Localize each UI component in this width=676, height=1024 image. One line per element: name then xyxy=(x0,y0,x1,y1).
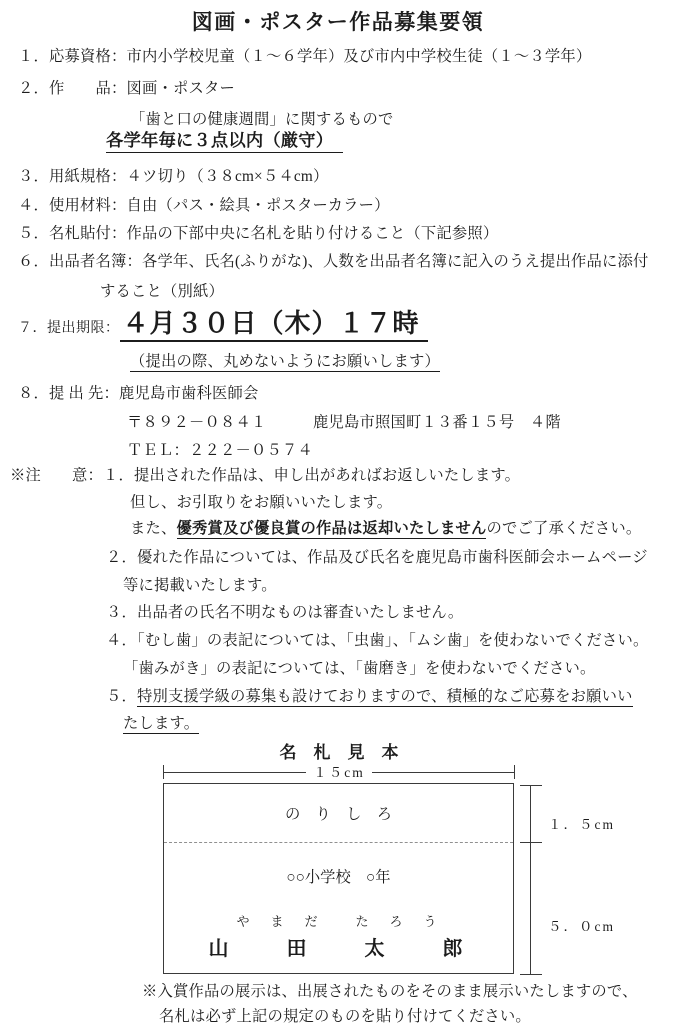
limit-emphasis-text: 各学年毎に３点以内（厳守） xyxy=(106,131,343,153)
note-4-cont: 「歯みがき」の表記については、「歯磨き」を使わないでください。 xyxy=(123,660,596,677)
item-8-line: ８．提 出 先：鹿児島市歯科医師会 xyxy=(18,385,259,402)
item-6-line: ６．出品者名簿：各学年、氏名(ふりがな)、人数を出品者名簿に記入のうえ提出作品に添付 xyxy=(18,253,649,270)
dimension-tick-right xyxy=(514,765,515,779)
item-7-caution-line xyxy=(130,352,440,371)
notes-header-line: ※注 意：１．提出された作品は、申し出があればお返しいたします。 xyxy=(10,467,521,484)
item-1-line: １．応募資格：市内小学校児童（１～６学年）及び市内中学校生徒（１～３学年） xyxy=(18,48,592,65)
doc-title: 図画・ポスター作品募集要領 xyxy=(191,10,485,34)
item-2-line: ２．作 品：図画・ポスター xyxy=(18,80,235,97)
school-grade-line: ○○小学校 ○年 xyxy=(286,869,391,886)
note-5-cont xyxy=(123,714,199,733)
glue-area-label: の り し ろ xyxy=(164,784,513,843)
note-5-underlined: 特別支援学級の募集も設けておりますので、積極的なご応募をお願いい xyxy=(137,688,633,705)
item-7-line xyxy=(18,303,428,340)
dimension-line-right xyxy=(372,772,514,773)
note-5-line xyxy=(106,687,633,706)
height-bottom-label: ５．０cm xyxy=(548,919,615,934)
note-1-cont-1: 但し、お引取りをお願いいたします。 xyxy=(130,494,393,511)
item-2-theme-line: 「歯と口の健康週間」に関するもので xyxy=(130,111,394,128)
name-tag-sample-box xyxy=(163,783,514,974)
note-1-emphasis: 優秀賞及び優良賞の作品は返却いたしません xyxy=(176,520,487,537)
footnote-line-1: ※入賞作品の展示は、出展されたものをそのまま展示いたしますので、 xyxy=(142,983,638,1000)
height-tick-top xyxy=(520,785,542,786)
item-4-line: ４．使用材料：自由（パス・絵具・ポスターカラー） xyxy=(18,197,390,214)
width-dimension xyxy=(163,765,515,779)
note-1-plain-pre: また、 xyxy=(130,520,177,537)
note-1-cont-2 xyxy=(130,519,641,538)
furigana-line: や ま だ た ろ う xyxy=(236,914,441,929)
item-5-line: ５．名札貼付：作品の下部中央に名札を貼り付けること（下記参照） xyxy=(18,225,499,242)
item-8-tel-line: ＴＥＬ：２２２－０５７４ xyxy=(127,442,313,459)
dimension-line-left xyxy=(164,772,306,773)
note-2-line: ２．優れた作品については、作品及び氏名を鹿児島市歯科医師会ホームページ xyxy=(106,549,648,566)
item-2-limit-line xyxy=(106,130,343,152)
note-2-cont: 等に掲載いたします。 xyxy=(123,577,277,594)
note-5-number: ５． xyxy=(106,688,137,705)
item-6-cont-line: すること（別紙） xyxy=(100,283,224,300)
height-top-label: １．５cm xyxy=(548,817,615,832)
footnote-line-2: 名札は必ず上記の規定のものを貼り付けてください。 xyxy=(159,1008,531,1024)
caution-underlined-text: （提出の際、丸めないようにお願いします） xyxy=(130,353,440,370)
sample-heading: 名 札 見 本 xyxy=(279,743,399,762)
height-dimension xyxy=(520,785,542,975)
height-dimension-line xyxy=(530,785,531,975)
item-8-address-line: 〒８９２－０８４１ 鹿児島市照国町１３番１５号 ４階 xyxy=(127,414,561,431)
note-4-line: ４．「むし歯」の表記については、「虫歯」、「ムシ歯」を使わないでください。 xyxy=(106,632,649,649)
note-5-cont-underlined: たします。 xyxy=(123,715,200,732)
item-3-line: ３．用紙規格：４ツ切り（３８cm×５４cm） xyxy=(18,168,329,185)
note-1-plain-post: のでご了承ください。 xyxy=(486,520,642,537)
note-3-line: ３．出品者の氏名不明なものは審査いたしません。 xyxy=(106,604,464,621)
width-label: １５cm xyxy=(313,765,365,780)
deadline-text: ４月３０日（木）１７時 xyxy=(120,309,428,342)
deadline-label: ７．提出期限： xyxy=(18,321,120,336)
height-tick-bottom xyxy=(520,974,542,975)
name-line: 山 田 太 郎 xyxy=(208,938,469,960)
height-tick-middle xyxy=(520,842,542,843)
